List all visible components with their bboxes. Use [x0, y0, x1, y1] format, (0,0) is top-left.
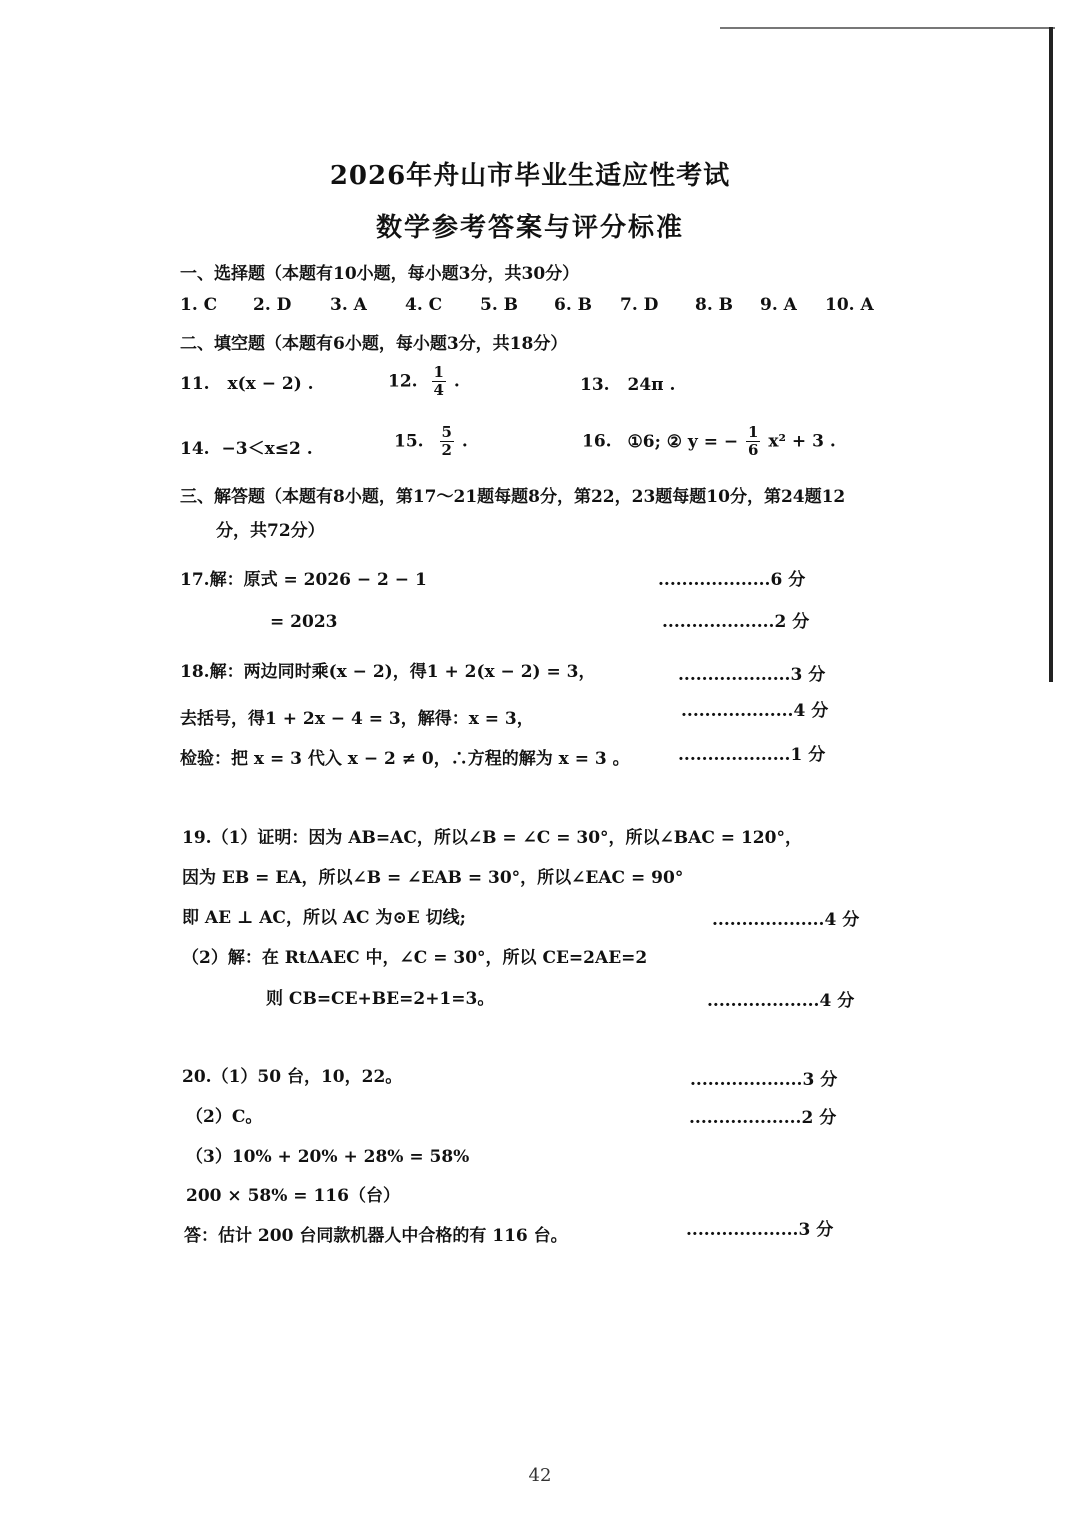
q17-line1: 17.解：原式 = 2026 − 2 − 1 [180, 570, 427, 590]
q18-line1: 18.解：两边同时乘(x − 2)，得1 + 2(x − 2) = 3， [180, 662, 596, 682]
q20-score1: ...................3 分 [690, 1070, 838, 1090]
mc-answer-2: 2. D [253, 295, 292, 315]
q12-tail: . [453, 371, 460, 392]
q17-line2: = 2023 [270, 612, 338, 632]
page-number: 42 [528, 1465, 552, 1486]
q16-numerator: 1 [748, 423, 759, 441]
q11-number: 11. [180, 374, 210, 394]
section1-heading: 一、选择题（本题有10小题，每小题3分，共30分） [180, 264, 580, 284]
q13-number: 13. [580, 375, 610, 395]
q19-line5: 则 CB=CE+BE=2+1=3。 [266, 989, 495, 1009]
mc-answer-7: 7. D [620, 295, 659, 315]
q20-score2: ...................2 分 [689, 1108, 837, 1128]
fill-answer-13 [580, 375, 675, 395]
fill-answer-14 [180, 434, 313, 459]
q18-score2: ...................4 分 [681, 701, 829, 721]
mc-answer-8: 8. B [695, 295, 734, 315]
q18-score3: ...................1 分 [678, 745, 826, 765]
q18-line2: 去括号，得1 + 2x − 4 = 3，解得：x = 3， [180, 709, 534, 729]
fill-answer-15 [394, 424, 468, 459]
q19-score1: ...................4 分 [712, 910, 860, 930]
mc-answer-10: 10. A [825, 295, 874, 315]
fill-answer-11 [180, 374, 314, 394]
q15-tail: . [461, 431, 468, 452]
q15-number: 15. [394, 431, 424, 452]
q15-numerator: 5 [441, 423, 452, 441]
q19-line1: 19.（1）证明：因为 AB=AC，所以∠B = ∠C = 30°，所以∠BAC = 120°， [182, 828, 802, 848]
q17-score2: ...................2 分 [662, 612, 810, 632]
q19-line2: 因为 EB = EA，所以∠B = ∠EAB = 30°，所以∠EAC = 90° [182, 868, 684, 888]
q15-denominator: 2 [441, 441, 452, 459]
q19-line4: （2）解：在 RtΔAEC 中，∠C = 30°，所以 CE=2AE=2 [182, 948, 648, 968]
q13-answer: 24π . [627, 375, 676, 395]
q12-denominator: 4 [433, 381, 444, 399]
mc-answer-1: 1. C [180, 295, 218, 315]
mc-answer-5: 5. B [480, 295, 519, 315]
page-title: 2026年舟山市毕业生适应性考试 [329, 161, 731, 191]
q20-line1: 20.（1）50 台，10，22。 [182, 1067, 403, 1087]
q15-fraction [440, 424, 454, 459]
q20-score3: ...................3 分 [686, 1220, 834, 1240]
section2-heading: 二、填空题（本题有6小题，每小题3分，共18分） [180, 334, 568, 354]
q14-number: 14. [180, 439, 210, 459]
q17-score1: ...................6 分 [658, 570, 806, 590]
q16-number: 16. [582, 431, 612, 452]
q18-line3: 检验：把 x = 3 代入 x − 2 ≠ 0，∴方程的解为 x = 3 。 [180, 749, 630, 769]
fill-answer-16 [582, 424, 836, 459]
q16-fraction [746, 424, 760, 459]
q14-answer: −3＜x≤2 . [221, 439, 313, 459]
q20-line5: 答：估计 200 台同款机器人中合格的有 116 台。 [184, 1226, 568, 1246]
mc-answer-9: 9. A [760, 295, 797, 315]
page-subtitle: 数学参考答案与评分标准 [375, 213, 684, 243]
q12-numerator: 1 [433, 363, 444, 381]
section3-heading-line2: 分，共72分） [216, 521, 325, 541]
section3-heading-line1: 三、解答题（本题有8小题，第17～21题每题8分，第22，23题每题10分，第24题12 [180, 487, 846, 507]
mc-answer-6: 6. B [554, 295, 593, 315]
q19-line3: 即 AE ⊥ AC，所以 AC 为⊙E 切线; [182, 908, 466, 928]
q16-answer-end: x² + 3 . [768, 431, 836, 452]
q16-answer-start: ①6; ② y = − [627, 431, 739, 452]
q20-line3: （3）10% + 20% + 28% = 58% [186, 1147, 470, 1167]
mc-answer-4: 4. C [405, 295, 443, 315]
scan-edge-right [1049, 27, 1053, 682]
q12-number: 12. [388, 371, 418, 392]
q12-fraction [432, 364, 446, 399]
q19-score2: ...................4 分 [707, 991, 855, 1011]
q18-score1: ...................3 分 [678, 665, 826, 685]
mc-answer-3: 3. A [330, 295, 367, 315]
fill-answer-12 [388, 364, 460, 399]
q20-line2: （2）C。 [186, 1107, 263, 1127]
scan-edge-top [720, 27, 1055, 29]
q11-answer: x(x − 2) . [227, 374, 314, 394]
q16-denominator: 6 [748, 441, 759, 459]
q20-line4: 200 × 58% = 116（台） [186, 1186, 400, 1206]
